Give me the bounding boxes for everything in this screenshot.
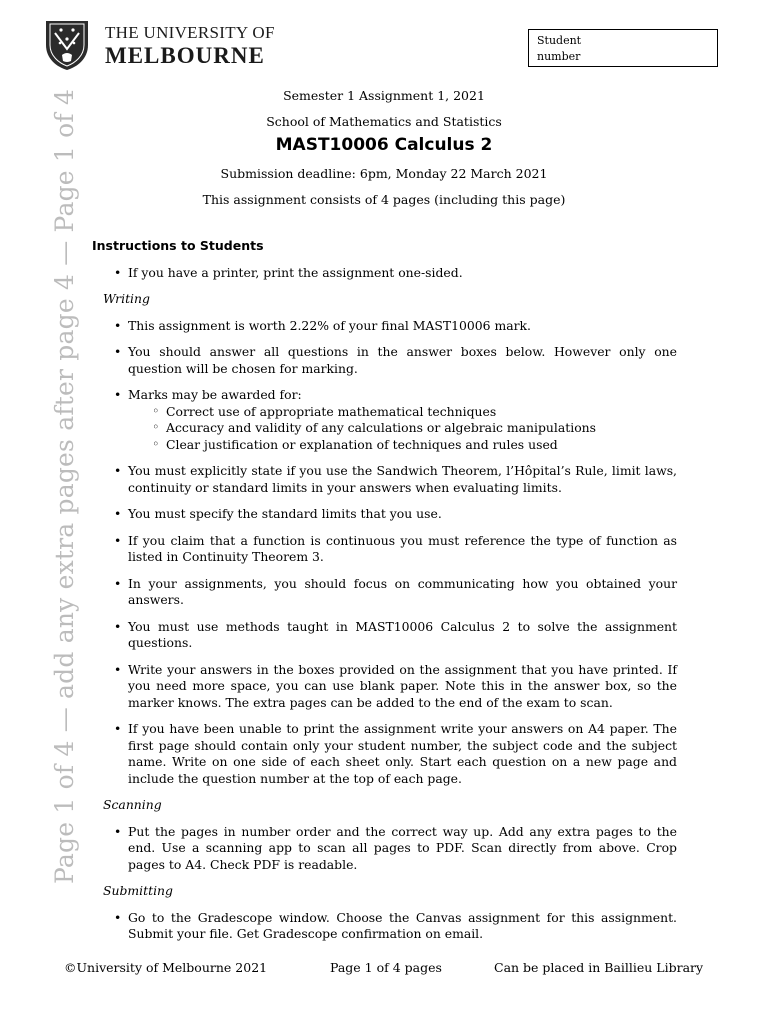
submission-deadline: Submission deadline: 6pm, Monday 22 March 2021 <box>220 166 548 181</box>
list-item: • This assignment is worth 2.22% of your final MAST10006 mark. <box>92 318 677 335</box>
list-item: • You must specify the standard limits that you use. <box>92 506 677 523</box>
instructions-heading: Instructions to Students <box>92 238 264 253</box>
university-logo <box>43 19 275 71</box>
marks-sublist <box>128 404 677 454</box>
list-item: • You must explicitly state if you use the Sandwich Theorem, l’Hôpital’s Rule, limit laws, continuity or standard limits in your answers when evaluating limits. <box>92 463 677 496</box>
list-item: • In your assignments, you should focus on communicating how you obtained your answers. <box>92 576 677 609</box>
submitting-heading: Submitting <box>103 883 173 898</box>
sub-list-item: ◦ Clear justification or explanation of techniques and rules used <box>128 437 677 454</box>
logo-text-melbourne: MELBOURNE <box>105 43 265 68</box>
footer-copyright: ©University of Melbourne 2021 <box>64 960 268 975</box>
instructions-section <box>92 238 677 953</box>
footer-library-note: Can be placed in Baillieu Library <box>494 960 704 975</box>
list-item: • If you have a printer, print the assignment one-sided. <box>92 265 677 282</box>
sub-list-item: ◦ Correct use of appropriate mathematical techniques <box>128 404 677 421</box>
list-item: • If you have been unable to print the assignment write your answers on A4 paper. The first page should contain only your student number, the subject code and the subject name. Write on one side of each sheet only. Start each question on a new page and include the question number at the top of each page. <box>92 721 677 787</box>
side-page-watermark: Page 1 of 4 — add any extra pages after page 4 — Page 1 of 4 <box>50 88 79 884</box>
university-crest-icon <box>43 19 91 71</box>
school-line: School of Mathematics and Statistics <box>266 114 502 129</box>
list-item: • You must use methods taught in MAST10006 Calculus 2 to solve the assignment questions. <box>92 619 677 652</box>
student-number-box <box>528 29 718 67</box>
sub-list-item: ◦ Accuracy and validity of any calculations or algebraic manipulations <box>128 420 677 437</box>
list-item-marks <box>92 387 677 453</box>
writing-list <box>92 318 677 788</box>
submitting-list <box>92 910 677 943</box>
writing-heading: Writing <box>103 291 150 306</box>
list-item: • Write your answers in the boxes provided on the assignment that you have printed. If you need more space, you can use blank paper. Note this in the answer box, so the marker knows. The extra pages can be added to the end of the exam to scan. <box>92 662 677 712</box>
student-box-label-line1: Student <box>537 34 582 47</box>
list-item: • You should answer all questions in the answer boxes below. However only one question will be chosen for marking. <box>92 344 677 377</box>
page-title: MAST10006 Calculus 2 <box>275 135 493 155</box>
intro-list <box>92 265 677 282</box>
list-item: • Put the pages in number order and the correct way up. Add any extra pages to the end. Use a scanning app to scan all pages to PDF. Scan directly from above. Crop pages to A4. Check PDF is readable. <box>92 824 677 874</box>
semester-line: Semester 1 Assignment 1, 2021 <box>283 88 485 103</box>
student-box-label-line2: number <box>537 50 581 63</box>
list-item: • Go to the Gradescope window. Choose the Canvas assignment for this assignment. Submit your file. Get Gradescope confirmation on email. <box>92 910 677 943</box>
marks-intro-text: Marks may be awarded for: <box>128 387 302 402</box>
scanning-list <box>92 824 677 874</box>
scanning-heading: Scanning <box>103 797 162 812</box>
logo-text-university-of: THE UNIVERSITY OF <box>105 23 275 42</box>
list-item: • If you claim that a function is continuous you must reference the type of function as listed in Continuity Theorem 3. <box>92 533 677 566</box>
footer-page-number: Page 1 of 4 pages <box>330 960 442 975</box>
page-count-note: This assignment consists of 4 pages (including this page) <box>202 192 566 207</box>
